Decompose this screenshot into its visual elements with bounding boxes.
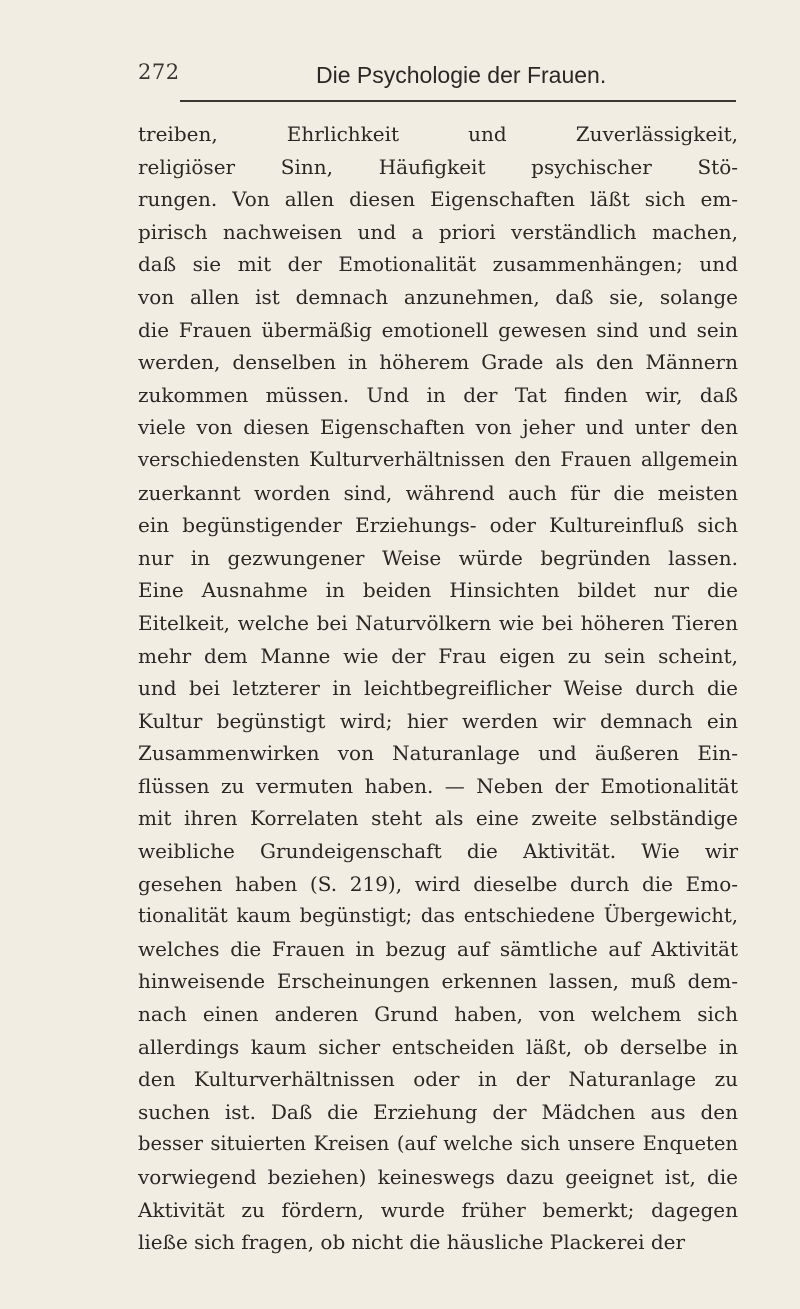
running-title: Die Psychologie der Frauen. bbox=[316, 62, 607, 88]
text-line: treiben, Ehrlichkeit und Zuverlässigkeit, bbox=[138, 122, 738, 146]
text-line: allerdings kaum sicher entscheiden läßt, ob derselbe in bbox=[138, 1034, 738, 1059]
text-line: mehr dem Manne wie der Frau eigen zu sein scheint, bbox=[138, 643, 738, 668]
text-line: hinweisende Erscheinungen erkennen lassen, muß dem- bbox=[138, 969, 738, 994]
body-text bbox=[138, 118, 738, 1259]
text-line: werden, denselben in höherem Grade als den Männern bbox=[138, 350, 738, 375]
text-line: und bei letzterer in leichtbegreiflicher Weise durch die bbox=[138, 676, 738, 701]
header-rule bbox=[180, 100, 736, 102]
text-line: den Kulturverhältnissen oder in der Naturanlage zu bbox=[138, 1067, 738, 1092]
text-line: verschiedensten Kulturverhältnissen den Frauen allgemein bbox=[138, 447, 738, 471]
text-line: ließe sich fragen, ob nicht die häusliche Plackerei der bbox=[138, 1230, 686, 1255]
text-line: viele von diesen Eigenschaften von jeher und unter den bbox=[138, 415, 738, 440]
text-line: flüssen zu vermuten haben. — Neben der Emotionalität bbox=[138, 773, 738, 798]
text-line: Kultur begünstigt wird; hier werden wir demnach ein bbox=[138, 708, 738, 733]
text-line: welches die Frauen in bezug auf sämtliche auf Aktivität bbox=[138, 936, 738, 961]
text-line: zukommen müssen. Und in der Tat finden wir, daß bbox=[138, 382, 738, 407]
text-line: tionalität kaum begünstigt; das entschiedene Übergewicht, bbox=[138, 904, 738, 928]
page-header bbox=[138, 58, 736, 96]
text-line: daß sie mit der Emotionalität zusammenhängen; und bbox=[138, 252, 738, 277]
text-line: von allen ist demnach anzunehmen, daß sie, solange bbox=[138, 284, 738, 309]
text-line: pirisch nachweisen und a priori verständlich machen, bbox=[138, 219, 738, 244]
text-line: nach einen anderen Grund haben, von welchem sich bbox=[138, 1002, 738, 1027]
text-line: Eitelkeit, welche bei Naturvölkern wie bei höheren Tieren bbox=[138, 610, 738, 635]
page-number: 272 bbox=[138, 60, 180, 84]
text-line: die Frauen übermäßig emotionell gewesen sind und sein bbox=[138, 317, 738, 342]
text-line: nur in gezwungener Weise würde begründen lassen. bbox=[138, 545, 738, 570]
text-line: weibliche Grundeigenschaft die Aktivität. Wie wir bbox=[138, 839, 738, 864]
text-line: ein begünstigender Erziehungs- oder Kultureinfluß sich bbox=[138, 513, 738, 538]
text-line: rungen. Von allen diesen Eigenschaften läßt sich em- bbox=[138, 187, 738, 212]
text-line: zuerkannt worden sind, während auch für die meisten bbox=[138, 480, 738, 505]
text-line: Zusammenwirken von Naturanlage und äußeren Ein- bbox=[138, 741, 738, 766]
text-line: religiöser Sinn, Häufigkeit psychischer Stö- bbox=[138, 154, 738, 179]
text-line: suchen ist. Daß die Erziehung der Mädchen aus den bbox=[138, 1099, 738, 1124]
text-line: Eine Ausnahme in beiden Hinsichten bildet nur die bbox=[138, 578, 738, 603]
text-line: Aktivität zu fördern, wurde früher bemerkt; dagegen bbox=[138, 1197, 738, 1222]
text-line: besser situierten Kreisen (auf welche sich unsere Enqueten bbox=[138, 1132, 738, 1156]
text-line: gesehen haben (S. 219), wird dieselbe durch die Emo- bbox=[138, 871, 738, 896]
text-line: vorwiegend beziehen) keineswegs dazu geeignet ist, die bbox=[138, 1165, 738, 1189]
text-line: mit ihren Korrelaten steht als eine zweite selbständige bbox=[138, 806, 738, 831]
